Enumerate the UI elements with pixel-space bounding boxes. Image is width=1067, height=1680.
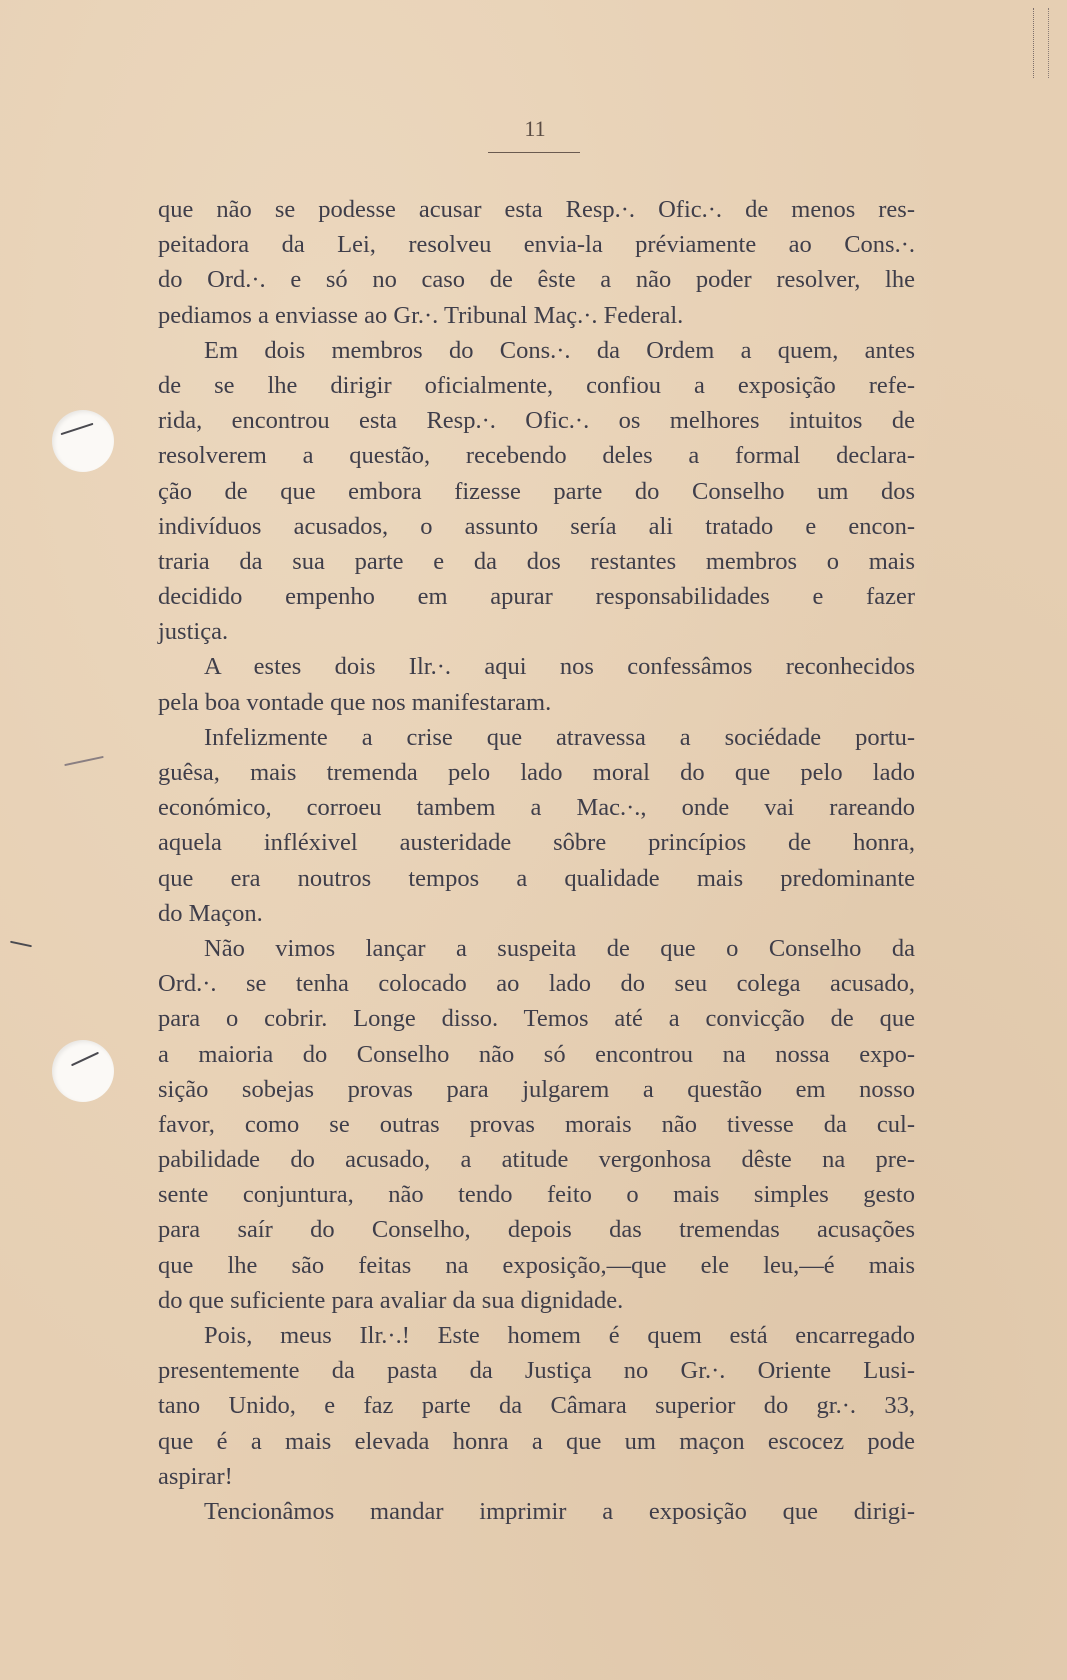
text-line: presentemente da pasta da Justiça no Gr.·. Oriente Lusi- [158,1357,915,1385]
text-line: para o cobrir. Longe disso. Temos até a convicção de que [158,1005,915,1033]
text-line: que não se podesse acusar esta Resp.·. Ofic.·. de menos res- [158,196,915,223]
text-line: indivíduos acusados, o assunto sería ali tratado e encon- [158,512,915,540]
text-line: económico, corroeu tambem a Mac.·., onde vai rareando [158,794,915,822]
corner-scribble [1033,8,1049,78]
text-line: que é a mais elevada honra a que um maçon escocez pode [158,1427,915,1455]
text-line: que lhe são feitas na exposição,—que ele leu,—é mais [158,1251,915,1279]
text-line: para saír do Conselho, depois das tremendas acusações [158,1216,915,1244]
text-line: pediamos a enviasse ao Gr.·. Tribunal Maç.·. Federal. [158,301,684,329]
text-line: aquela infléxivel austeridade sôbre princípios de honra, [158,829,915,857]
text-line: pabilidade do acusado, a atitude vergonhosa dêste na pre- [158,1146,915,1174]
text-line: a maioria do Conselho não só encontrou na nossa expo- [158,1040,915,1068]
text-line: Em dois membros do Cons.·. da Ordem a quem, antes [204,336,915,364]
text-line: sição sobejas provas para julgarem a questão em nosso [158,1075,915,1103]
punch-hole-bottom [52,1040,114,1102]
text-line: Não vimos lançar a suspeita de que o Conselho da [204,934,915,962]
text-line: tano Unido, e faz parte da Câmara superior do gr.·. 33, [158,1392,915,1420]
text-line: do que suficiente para avaliar da sua dignidade. [158,1286,624,1314]
text-line: sente conjuntura, não tendo feito o mais simples gesto [158,1181,915,1209]
text-line: Ord.·. se tenha colocado ao lado do seu colega acusado, [158,970,915,998]
text-line: Tencionâmos mandar imprimir a exposição que dirigi- [204,1497,915,1525]
text-line: que era noutros tempos a qualidade mais predominante [158,864,915,892]
text-line: aspirar! [158,1462,233,1490]
text-line: justiça. [158,618,229,646]
body-text [158,192,915,1529]
text-line: decidido empenho em apurar responsabilidades e fazer [158,583,915,611]
text-line: de se lhe dirigir oficialmente, confiou a exposição refe- [158,371,915,399]
text-line: Pois, meus Ilr.·.! Este homem é quem está encarregado [204,1322,915,1349]
text-line: pela boa vontade que nos manifestaram. [158,688,552,716]
text-line: peitadora da Lei, resolveu envia-la préviamente ao Cons.·. [158,231,915,259]
margin-mark [10,941,32,948]
text-line: guêsa, mais tremenda pelo lado moral do que pelo lado [158,759,915,786]
text-line: do Ord.·. e só no caso de êste a não poder resolver, lhe [158,266,915,294]
text-line: resolverem a questão, recebendo deles a formal declara- [158,442,915,470]
text-line: favor, como se outras provas morais não tivesse da cul- [158,1110,915,1138]
punch-hole-top [52,410,114,472]
page-number-underline [488,152,580,153]
text-line: ção de que embora fizesse parte do Conselho um dos [158,477,915,505]
text-line: do Maçon. [158,899,263,927]
page-number: 11 [524,116,546,141]
text-line: Infelizmente a crise que atravessa a sociédade portu- [204,723,915,751]
text-line: traria da sua parte e da dos restantes membros o mais [158,547,915,575]
text-line: rida, encontrou esta Resp.·. Ofic.·. os melhores intuitos de [158,407,915,435]
margin-smudge [64,756,104,766]
text-line: A estes dois Ilr.·. aqui nos confessâmos reconhecidos [204,653,915,681]
